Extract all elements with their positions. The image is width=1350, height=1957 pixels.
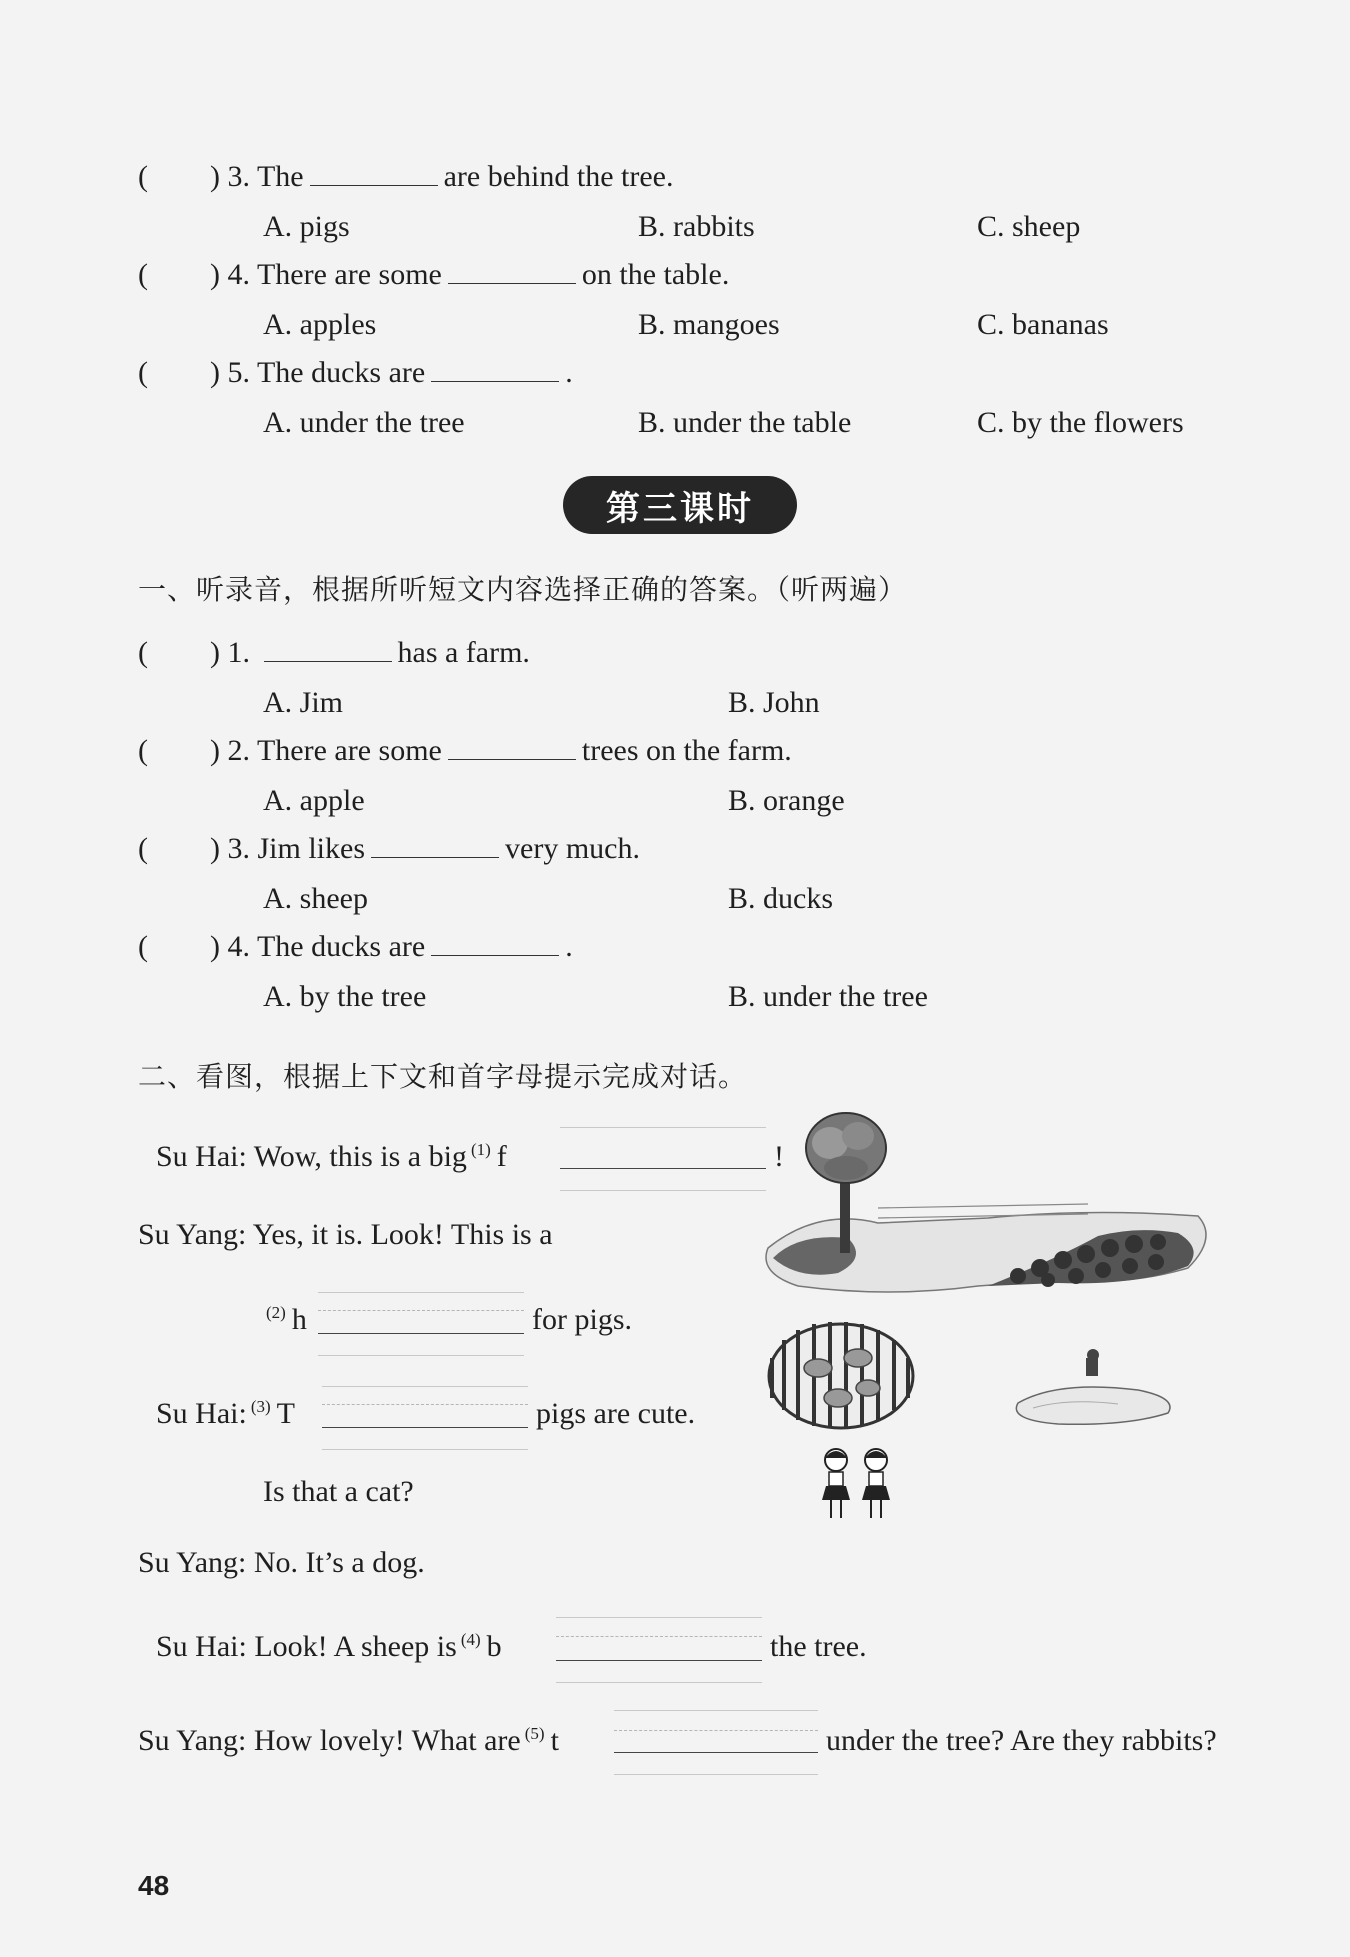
option-c[interactable]: C. bananas (977, 308, 1109, 341)
two-girls (822, 1449, 890, 1518)
first-letter-hint: t (550, 1724, 559, 1757)
question-text-after: are behind the tree. (443, 160, 674, 193)
option-b[interactable]: B. under the tree (728, 980, 928, 1013)
option-a[interactable]: A. Jim (263, 686, 344, 719)
dialogue-text: Su Hai: Wow, this is a big (156, 1140, 467, 1173)
section2-heading: 二、看图，根据上下文和首字母提示完成对话。 (138, 1060, 748, 1093)
dialogue-line-2: Su Yang: Yes, it is. Look! This is a (138, 1218, 553, 1251)
answer-blank (448, 759, 576, 760)
question-number: ) 3. (210, 160, 250, 193)
answer-line-4[interactable] (556, 1660, 762, 1661)
listen-question-1 (138, 636, 530, 670)
page-number: 48 (138, 1870, 170, 1901)
answer-paren[interactable]: ( (138, 160, 148, 193)
question-text-before: The ducks are (256, 930, 426, 963)
question-3 (138, 160, 674, 194)
answer-paren[interactable]: ( (138, 734, 148, 767)
option-a[interactable]: A. sheep (263, 882, 368, 915)
question-text-after: . (565, 930, 573, 963)
writing-guide (560, 1190, 766, 1191)
farm-illustration (758, 1108, 1228, 1548)
writing-guide (556, 1636, 762, 1637)
writing-guide (556, 1682, 762, 1683)
pig-pen (769, 1322, 913, 1428)
answer-blank (448, 283, 576, 284)
first-letter-hint: f (496, 1140, 507, 1173)
question-text-before: There are some (256, 258, 442, 291)
first-letter-hint: h (291, 1303, 307, 1336)
dialogue-line-1 (156, 1140, 507, 1174)
writing-guide (322, 1449, 528, 1450)
girl-icon (862, 1449, 890, 1518)
writing-guide (560, 1127, 766, 1128)
question-text-after: has a farm. (397, 636, 530, 669)
answer-blank (431, 381, 559, 382)
question-number: ) 5. (210, 356, 250, 389)
girl-icon (822, 1449, 850, 1518)
writing-guide (614, 1710, 818, 1711)
dialogue-line-1-end: ! (774, 1140, 784, 1173)
question-text-before: The (256, 160, 304, 193)
question-text-before: There are some (256, 734, 442, 767)
question-4 (138, 258, 729, 292)
blank-number: (3) (250, 1397, 271, 1416)
dialogue-text: Su Hai: (156, 1397, 247, 1430)
pond (1016, 1387, 1170, 1424)
listen-question-2 (138, 734, 792, 768)
option-a[interactable]: A. by the tree (263, 980, 427, 1013)
option-b[interactable]: B. rabbits (638, 210, 755, 243)
answer-blank (371, 857, 499, 858)
dialogue-line-4-end: pigs are cute. (536, 1397, 696, 1430)
question-text-after: trees on the farm. (581, 734, 792, 767)
dog-icon (1086, 1349, 1099, 1376)
option-a[interactable]: A. apples (263, 308, 377, 341)
option-b[interactable]: B. orange (728, 784, 845, 817)
answer-paren[interactable]: ( (138, 356, 148, 389)
dialogue-line-8-end: under the tree? Are they rabbits? (826, 1724, 1217, 1757)
answer-line-5[interactable] (614, 1752, 818, 1753)
writing-guide (318, 1355, 524, 1356)
option-b[interactable]: B. John (728, 686, 820, 719)
option-a[interactable]: A. under the tree (263, 406, 465, 439)
writing-guide (614, 1730, 818, 1731)
option-b[interactable]: B. ducks (728, 882, 833, 915)
listen-question-3 (138, 832, 640, 866)
question-number: ) 2. (210, 734, 250, 767)
dialogue-line-8 (138, 1724, 559, 1758)
option-a[interactable]: A. apple (263, 784, 365, 817)
option-c[interactable]: C. by the flowers (977, 406, 1184, 439)
question-text-after: very much. (505, 832, 640, 865)
question-5 (138, 356, 573, 390)
dialogue-text: Su Yang: How lovely! What are (138, 1724, 521, 1757)
blank-number: (2) (266, 1303, 286, 1322)
dialogue-text: Su Hai: Look! A sheep is (156, 1630, 457, 1663)
answer-paren[interactable]: ( (138, 636, 148, 669)
writing-guide (322, 1404, 528, 1405)
option-b[interactable]: B. under the table (638, 406, 852, 439)
option-b[interactable]: B. mangoes (638, 308, 780, 341)
option-c[interactable]: C. sheep (977, 210, 1081, 243)
orchard-field (766, 1204, 1206, 1292)
writing-guide (318, 1310, 524, 1311)
question-text-after: . (565, 356, 573, 389)
answer-paren[interactable]: ( (138, 832, 148, 865)
dialogue-line-6: Su Yang: No. It’s a dog. (138, 1546, 425, 1579)
answer-paren[interactable]: ( (138, 930, 148, 963)
writing-guide (614, 1774, 818, 1775)
question-number: ) 4. (210, 930, 250, 963)
question-text-after: on the table. (581, 258, 730, 291)
answer-line-1[interactable] (560, 1168, 766, 1169)
answer-paren[interactable]: ( (138, 258, 148, 291)
dialogue-line-3 (262, 1303, 307, 1337)
dialogue-line-3-end: for pigs. (532, 1303, 632, 1336)
question-text-before: Jim likes (257, 832, 366, 865)
blank-number: (1) (470, 1140, 491, 1159)
blank-number: (4) (460, 1630, 481, 1649)
answer-blank (310, 185, 438, 186)
answer-line-3[interactable] (322, 1427, 528, 1428)
dialogue-line-7-end: the tree. (770, 1630, 867, 1663)
writing-guide (318, 1292, 524, 1293)
option-a[interactable]: A. pigs (263, 210, 350, 243)
answer-blank (431, 955, 559, 956)
listen-question-4 (138, 930, 573, 964)
question-number: ) 3. (210, 832, 250, 865)
question-number: ) 4. (210, 258, 250, 291)
dialogue-line-4 (156, 1397, 295, 1431)
question-number: ) 1. (210, 636, 250, 669)
lesson-title-badge: 第三课时 (563, 476, 797, 534)
dialogue-line-7 (156, 1630, 502, 1664)
first-letter-hint: T (276, 1397, 295, 1430)
blank-number: (5) (524, 1724, 545, 1743)
writing-guide (556, 1617, 762, 1618)
writing-guide (322, 1386, 528, 1387)
first-letter-hint: b (486, 1630, 502, 1663)
answer-blank (264, 661, 392, 662)
answer-line-2[interactable] (318, 1333, 524, 1334)
dialogue-line-5: Is that a cat? (263, 1475, 414, 1508)
question-text-before: The ducks are (256, 356, 426, 389)
section1-heading: 一、听录音，根据所听短文内容选择正确的答案。（听两遍） (138, 573, 908, 606)
